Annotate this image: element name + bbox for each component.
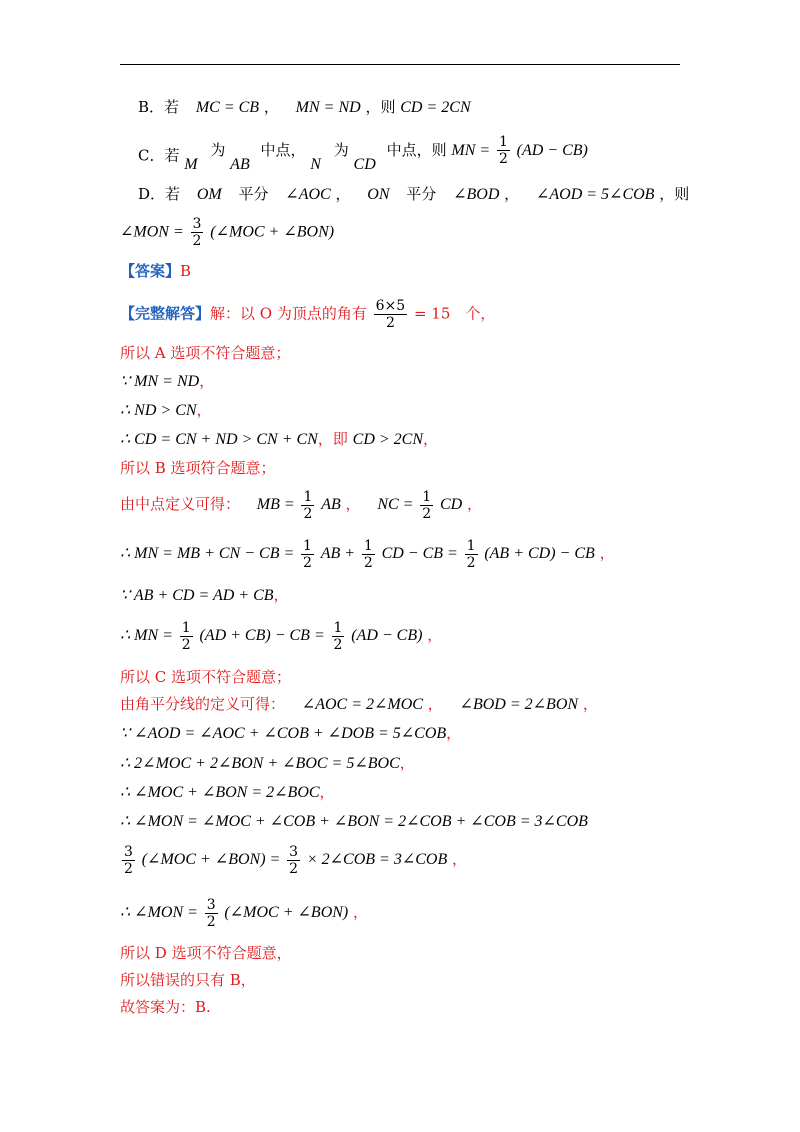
solution-line: 所以 A 选项不符合题意； xyxy=(120,344,291,362)
solution-line: 由角平分线的定义可得： ∠AOC = 2∠MOC ， ∠BOD = 2∠BON ， xyxy=(120,695,598,713)
option-c: C．若 M 为 AB 中点， N 为 CD 中点，则 MN = $\frac{1}{2}$ (AD − CB) xyxy=(138,134,588,173)
solution-line: ∵ MN = ND， xyxy=(120,372,215,390)
fraction: $\frac{1}{2}$ xyxy=(498,134,508,167)
solution-line: 所以 B 选项符合题意； xyxy=(120,459,276,477)
solution-line: ∴ ∠MOC + ∠BON = 2∠BOC， xyxy=(120,783,335,801)
solution-line: ∴ ∠MON = $\frac{3}{2}$ (∠MOC + ∠BON) ， xyxy=(120,896,369,930)
solution-line: ∵ AB + CD = AD + CB， xyxy=(120,586,289,604)
solution-line: ∴ ∠MON = ∠MOC + ∠COB + ∠BON = 2∠COB + ∠COB = 3∠COB xyxy=(120,813,588,830)
solution-line: ∴ ND > CN， xyxy=(120,401,212,419)
solution-intro: 【完整解答】解：以 O 为顶点的角有 $\frac{6\times 5}{2}$ = 15 个， xyxy=(120,298,496,331)
option-d: D．若 OM 平分 ∠AOC ， ON 平分 ∠BOD ， ∠AOD = 5∠COB ，则 xyxy=(138,185,690,203)
fraction: $\frac{3}{2}$ xyxy=(192,216,202,249)
solution-line: 故答案为：B. xyxy=(120,998,211,1016)
fraction: $\frac{6\times 5}{2}$ xyxy=(375,298,406,331)
solution-line: 由中点定义可得： MB = $\frac{1}{2}$ AB ， NC = $\frac{1}{2}$ CD ， xyxy=(120,488,482,522)
answer-line: 【答案】B xyxy=(120,262,192,280)
solution-line: 所以 C 选项不符合题意； xyxy=(120,668,292,686)
option-b: B．若 MC = CB ， MN = ND ，则 CD = 2CN xyxy=(138,98,471,116)
solution-line: ∴ MN = MB + CN − CB = $\frac{1}{2}$ AB + $\frac{1}{2}$ CD − CB = $\frac{1}{2}$ (AB + CD) − CB ， xyxy=(120,537,615,571)
header-rule xyxy=(120,64,680,65)
solution-line: ∴ CD = CN + ND > CN + CN，即 CD > 2CN， xyxy=(120,430,439,448)
solution-line: 所以 D 选项不符合题意， xyxy=(120,944,292,962)
option-d-continued: ∠MON = $\frac{3}{2}$ (∠MOC + ∠BON) xyxy=(120,216,335,249)
solution-line: ∵ ∠AOD = ∠AOC + ∠COB + ∠DOB = 5∠COB， xyxy=(120,724,462,742)
solution-line: $\frac{3}{2}$ (∠MOC + ∠BON) = $\frac{3}{2}$ × 2∠COB = 3∠COB ， xyxy=(124,843,468,877)
solution-line: ∴ MN = $\frac{1}{2}$ (AD + CB) − CB = $\frac{1}{2}$ (AD − CB) ， xyxy=(120,619,443,653)
solution-line: 所以错误的只有 B， xyxy=(120,971,256,989)
solution-line: ∴ 2∠MOC + 2∠BON + ∠BOC = 5∠BOC， xyxy=(120,754,415,772)
